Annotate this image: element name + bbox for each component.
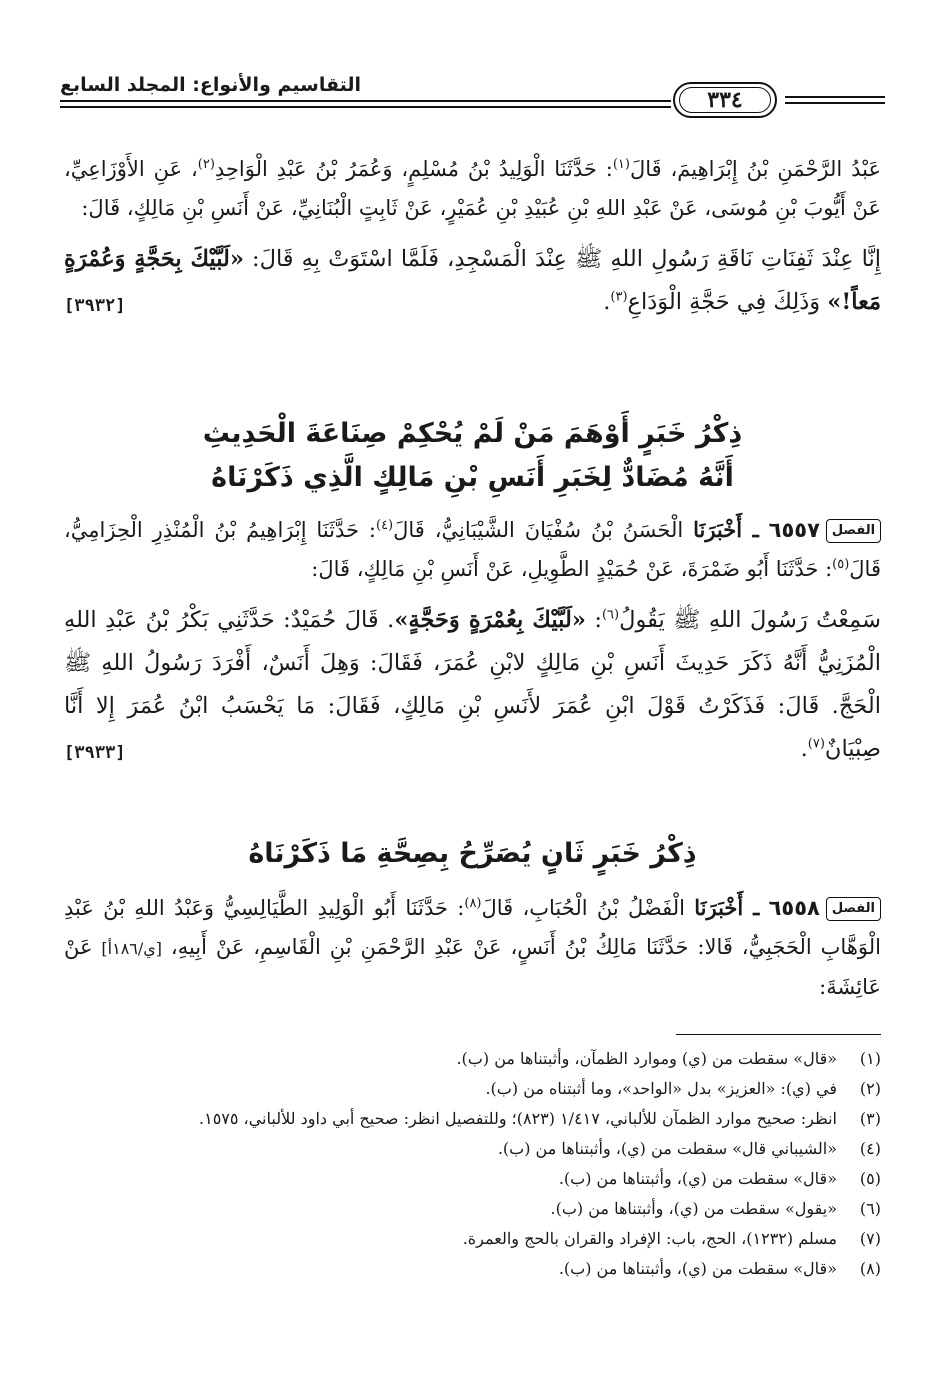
heading-line: أَنَّهُ مُضَادٌّ لِخَبَرِ أَنَسِ بْنِ مَالِكٍ الَّذِي ذَكَرْنَاهُ [211, 462, 734, 493]
section-badge: الفصل [826, 519, 881, 543]
footnote-text: مسلم (١٢٣٢)، الحج، باب: الإفراد والقران بالحج والعمرة. [462, 1229, 837, 1248]
matn-quote: «لَبَّيْكَ بِحَجَّةٍ وَعُمْرَةٍ مَعاً!» [64, 246, 881, 315]
footnote-number: (٥) [859, 1169, 881, 1188]
akhbarana-label: ـ أَخْبَرَنَا [693, 517, 759, 542]
page-number-frame [673, 82, 777, 118]
footnote-number: (٧) [859, 1229, 881, 1248]
footnote-text: «قال» سقطت من (ي) وموارد الظمآن، وأثبتناها من (ب). [456, 1049, 837, 1068]
footnote-separator [676, 1034, 881, 1035]
footnotes [64, 1044, 881, 1284]
running-title: التقاسيم والأنواع: المجلد السابع [60, 74, 362, 96]
isnad-text: الْفَضْلُ بْنُ الْحُبَابِ، قَالَ [481, 896, 695, 920]
footnote-item [64, 1134, 881, 1164]
matn-text: وَذَلِكَ فِي حَجَّةِ الْوَدَاعِ [627, 289, 828, 315]
footnote-ref[interactable]: (٤) [375, 518, 394, 533]
isnad-text: : حَدَّثَنَا الْوَلِيدُ بْنُ مُسْلِمٍ، وَعُمَرُ بْنُ عَبْدِ الْوَاحِدِ [214, 157, 613, 181]
continuation-block [64, 150, 881, 328]
footnote-ref[interactable]: (٣) [610, 289, 628, 305]
isnad-paragraph [64, 510, 881, 589]
matn-text: . [800, 736, 808, 762]
footnote-text: «يقول» سقطت من (ي)، وأثبتناها من (ب). [550, 1199, 837, 1218]
chapter-heading-2 [64, 832, 881, 876]
matn-text: . [603, 289, 611, 315]
footnote-text: «الشيباني قال» سقطت من (ي)، وأثبتناها من (ب). [497, 1139, 837, 1158]
footnote-item [64, 1194, 881, 1224]
isnad-paragraph [64, 888, 881, 1007]
footnote-item [64, 1044, 881, 1074]
matn-text: سَمِعْتُ رَسُولَ اللهِ ﷺ يَقُولُ [619, 607, 881, 633]
hadith-number: ٦٥٥٧ [768, 518, 820, 542]
footnote-item [64, 1074, 881, 1104]
page-number: ٣٣٤ [679, 87, 771, 113]
matn-paragraph [64, 238, 881, 324]
footnote-text: في (ي): «العزيز» بدل «الواحد»، وما أثبتناه من (ب). [485, 1079, 837, 1098]
footnote-text: «قال» سقطت من (ي)، وأثبتناها من (ب). [558, 1169, 837, 1188]
manuscript-folio-marker: [ي/١٨٦أ] [101, 939, 163, 958]
footnote-item [64, 1164, 881, 1194]
footnote-ref[interactable]: (١) [612, 157, 630, 172]
footnote-text: «قال» سقطت من (ي)، وأثبتناها من (ب). [558, 1259, 837, 1278]
matn-quote: «لَبَّيْكَ بِعُمْرَةٍ وَحَجَّةٍ» [394, 607, 586, 633]
footnote-number: (٤) [859, 1139, 881, 1158]
heading-line: ذِكْرُ خَبَرٍ ثَانٍ يُصَرِّحُ بِصِحَّةِ مَا ذَكَرْنَاهُ [248, 838, 697, 869]
footnote-ref[interactable]: (٧) [807, 736, 825, 752]
footnote-text: انظر: صحيح موارد الظمآن للألباني، ١/٤١٧ (٨٢٣)؛ وللتفصيل انظر: صحيح أبي داود للألباني، ١٥٧٥. [199, 1109, 837, 1128]
footnote-ref[interactable]: (٢) [197, 157, 215, 172]
footnote-ref[interactable]: (٥) [832, 557, 850, 572]
hadith-number: ٦٥٥٨ [768, 896, 820, 920]
heading-line: ذِكْرُ خَبَرٍ أَوْهَمَ مَنْ لَمْ يُحْكِمْ صِنَاعَةَ الْحَدِيثِ [202, 418, 743, 449]
isnad-text: : حَدَّثَنَا إِبْرَاهِيمُ بْنُ الْمُنْذِرِ الْحِزَامِيُّ، قَالَ [64, 518, 881, 581]
isnad-paragraph [64, 150, 881, 228]
matn-text: إِنَّا عِنْدَ ثَفِنَاتِ نَاقَةِ رَسُولِ اللهِ ﷺ عِنْدَ الْمَسْجِدِ، فَلَمَّا اسْتَوَتْ بِهِ قَالَ: [243, 246, 881, 272]
isnad-text: الْحَسَنُ بْنُ سُفْيَانَ الشَّيْبَانِيُّ، قَالَ [393, 518, 694, 542]
isnad-text: ، عَنِ الأَوْزَاعِيِّ، عَنْ أَيُّوبَ بْنِ مُوسَى، عَنْ عَبْدِ اللهِ بْنِ عُبَيْدِ بْنِ عُمَيْرٍ، عَنْ ثَابِتٍ الْبُنَانِيِّ، عَنْ أَنَسِ بْنِ مَالِكٍ، قَالَ: [64, 157, 881, 220]
footnote-number: (٦) [859, 1199, 881, 1218]
footnote-number: (١) [859, 1049, 881, 1068]
matn-text: : [585, 607, 602, 633]
header-rule-right [785, 96, 885, 104]
matn-text: . قَالَ حُمَيْدٌ: حَدَّثَنِي بَكْرُ بْنُ عَبْدِ اللهِ الْمُزَنِيُّ أَنَّهُ ذَكَرَ حَدِيثَ أَنَسِ بْنِ مَالِكٍ لابْنِ عُمَرَ، فَقَالَ: وَهِلَ أَنَسٌ، أَفْرَدَ رَسُولُ اللهِ ﷺ الْحَجَّ. قَالَ: فَذَكَرْتُ قَوْلَ ابْنِ عُمَرَ لأَنَسِ بْنِ مَالِكٍ، فَقَالَ: مَا يَحْسَبُ ابْنُ عُمَرَ إِلا أَنَّا صِبْيَانٌ [64, 607, 881, 762]
footnote-item [64, 1104, 881, 1134]
isnad-text: : حَدَّثَنَا أَبُو الْوَلِيدِ الطَّيَالِسِيُّ وَعَبْدُ اللهِ بْنُ عَبْدِ الْوَهَّابِ الْحَجَبِيُّ، قَالا: حَدَّثَنَا مَالِكُ بْنُ أَنَسٍ، عَنْ عَبْدِ الرَّحْمَنِ بْنِ الْقَاسِمِ، عَنْ أَبِيهِ، [64, 896, 881, 959]
footnote-ref[interactable]: (٦) [601, 607, 620, 623]
footnote-number: (٢) [859, 1079, 881, 1098]
isnad-text: عَنْ عَائِشَةَ: [64, 935, 881, 999]
footnote-ref[interactable]: (٨) [464, 896, 482, 911]
akhbarana-label: ـ أَخْبَرَنَا [694, 895, 760, 920]
page-header [60, 70, 885, 128]
hadith-reference: [٣٩٣٣] [64, 743, 126, 763]
footnote-item [64, 1224, 881, 1254]
isnad-text: : حَدَّثَنَا أَبُو ضَمْرَةَ، عَنْ حُمَيْدٍ الطَّوِيلِ، عَنْ أَنَسِ بْنِ مَالِكٍ، قَالَ: [311, 557, 833, 581]
hadith-reference: [٣٩٣٢] [64, 296, 126, 316]
hadith-6557 [64, 510, 881, 775]
footnote-number: (٨) [859, 1259, 881, 1278]
isnad-text: عَبْدُ الرَّحْمَنِ بْنُ إِبْرَاهِيمَ، قَالَ [629, 157, 881, 181]
section-badge: الفصل [826, 897, 881, 921]
hadith-6558 [64, 888, 881, 1007]
header-rule-left [60, 100, 671, 108]
footnote-item [64, 1254, 881, 1284]
matn-paragraph [64, 599, 881, 771]
chapter-heading-1 [64, 412, 881, 500]
footnote-number: (٣) [859, 1109, 881, 1128]
